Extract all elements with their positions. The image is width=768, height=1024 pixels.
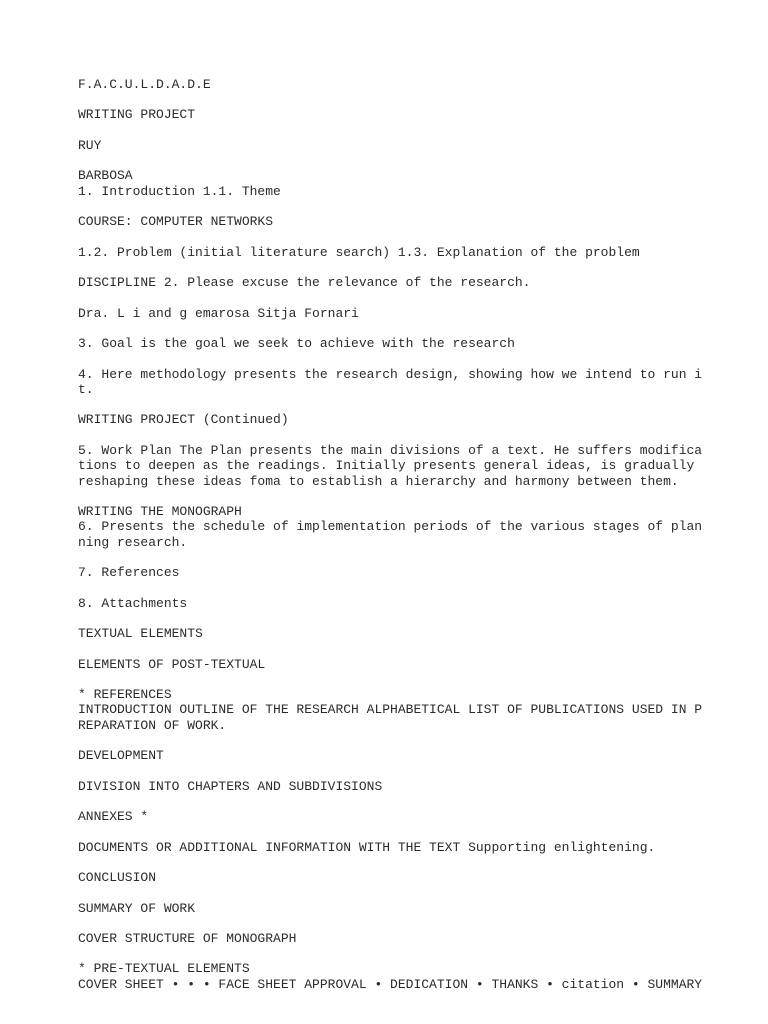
paragraph-spacer: [78, 855, 738, 870]
paragraph-spacer: [78, 733, 738, 748]
text-line: WRITING THE MONOGRAPH: [78, 504, 242, 519]
text-line: 4. Here methodology presents the research design, showing how we intend to run i: [78, 366, 703, 382]
text-line: TEXTUAL ELEMENTS: [78, 626, 203, 642]
paragraph-spacer: [78, 641, 738, 656]
paragraph-spacer: [78, 580, 738, 595]
text-line: 1. Introduction 1.1. Theme: [78, 183, 281, 199]
text-line: F.A.C.U.L.D.A.D.E: [78, 77, 211, 92]
paragraph-spacer: [78, 321, 738, 336]
text-line: BARBOSA: [78, 168, 133, 184]
paragraph-spacer: [78, 153, 738, 168]
paragraph-discipline: [78, 275, 738, 290]
paragraph-spacer: [78, 824, 738, 839]
paragraph-advisor: [78, 306, 738, 321]
paragraph-spacer: [78, 123, 738, 138]
paragraph-spacer: [78, 351, 738, 366]
paragraph-spacer: [78, 946, 738, 961]
paragraph-pre-textual: [78, 961, 738, 992]
paragraph-writing-project: [78, 107, 738, 122]
paragraph-spacer: [78, 230, 738, 245]
text-line: 6. Presents the schedule of implementation periods of the various stages of plan: [78, 519, 703, 535]
paragraph-post-textual: [78, 657, 738, 672]
paragraph-spacer: [78, 260, 738, 275]
text-line: COVER SHEET • • • FACE SHEET APPROVAL • DEDICATION • THANKS • citation • SUMMARY: [78, 976, 703, 992]
paragraph-summary-of-work: [78, 901, 738, 916]
paragraph-cover-structure: [78, 931, 738, 946]
paragraph-references-list: [78, 687, 738, 733]
paragraph-goal: [78, 336, 738, 351]
text-line: tions to deepen as the readings. Initially presents general ideas, is gradually: [78, 458, 695, 474]
paragraph-author-first: [78, 138, 738, 153]
text-line: RUY: [78, 137, 102, 153]
text-line: COVER STRUCTURE OF MONOGRAPH: [78, 931, 297, 946]
paragraph-spacer: [78, 92, 738, 107]
text-line: DISCIPLINE 2. Please excuse the relevance of the research.: [78, 275, 531, 291]
text-line: t.: [78, 381, 94, 397]
paragraph-spacer: [78, 397, 738, 412]
paragraph-spacer: [78, 672, 738, 687]
text-line: WRITING PROJECT (Continued): [78, 412, 289, 428]
paragraph-problem: [78, 245, 738, 260]
text-line: * REFERENCES: [78, 687, 172, 703]
text-line: COURSE: COMPUTER NETWORKS: [78, 214, 274, 230]
paragraph-spacer: [78, 550, 738, 565]
text-line: REPARATION OF WORK.: [78, 717, 227, 733]
paragraph-spacer: [78, 611, 738, 626]
text-line: 8. Attachments: [78, 595, 188, 611]
text-line: 5. Work Plan The Plan presents the main divisions of a text. He suffers modifica: [78, 442, 703, 458]
paragraph-attachments: [78, 596, 738, 611]
paragraph-spacer: [78, 794, 738, 809]
text-line: reshaping these ideas foma to establish a hierarchy and harmony between them.: [78, 473, 679, 489]
paragraph-spacer: [78, 885, 738, 900]
paragraph-spacer: [78, 291, 738, 306]
paragraph-writing-monograph: [78, 504, 738, 550]
text-line: DEVELOPMENT: [78, 748, 164, 764]
paragraph-spacer: [78, 428, 738, 443]
paragraph-spacer: [78, 763, 738, 778]
paragraph-spacer: [78, 916, 738, 931]
text-line: ANNEXES *: [78, 809, 149, 825]
text-line: SUMMARY OF WORK: [78, 900, 196, 916]
text-line: 1.2. Problem (initial literature search) 1.3. Explanation of the problem: [78, 244, 640, 260]
text-line: INTRODUCTION OUTLINE OF THE RESEARCH ALPHABETICAL LIST OF PUBLICATIONS USED IN P: [78, 702, 703, 718]
paragraph-division: [78, 779, 738, 794]
text-line: * PRE-TEXTUAL ELEMENTS: [78, 961, 250, 977]
paragraph-conclusion: [78, 870, 738, 885]
paragraph-course: [78, 214, 738, 229]
text-line: Dra. L i and g emarosa Sitja Fornari: [78, 305, 359, 321]
text-line: ELEMENTS OF POST-TEXTUAL: [78, 656, 266, 672]
paragraph-author-last-intro: [78, 168, 738, 199]
paragraph-references: [78, 565, 738, 580]
document-body: [78, 77, 738, 992]
paragraph-writing-project-continued: [78, 412, 738, 427]
paragraph-development: [78, 748, 738, 763]
paragraph-annexes: [78, 809, 738, 824]
text-line: WRITING PROJECT: [78, 107, 196, 123]
paragraph-documents: [78, 840, 738, 855]
text-line: CONCLUSION: [78, 870, 157, 886]
paragraph-spacer: [78, 199, 738, 214]
text-line: ning research.: [78, 534, 188, 550]
text-line: 3. Goal is the goal we seek to achieve with the research: [78, 336, 515, 352]
text-line: DOCUMENTS OR ADDITIONAL INFORMATION WITH THE TEXT Supporting enlightening.: [78, 839, 656, 855]
paragraph-textual-elements: [78, 626, 738, 641]
paragraph-spacer: [78, 489, 738, 504]
paragraph-methodology: [78, 367, 738, 398]
text-line: 7. References: [78, 565, 180, 581]
paragraph-heading-faculdade: [78, 77, 738, 92]
paragraph-work-plan: [78, 443, 738, 489]
text-line: DIVISION INTO CHAPTERS AND SUBDIVISIONS: [78, 778, 383, 794]
